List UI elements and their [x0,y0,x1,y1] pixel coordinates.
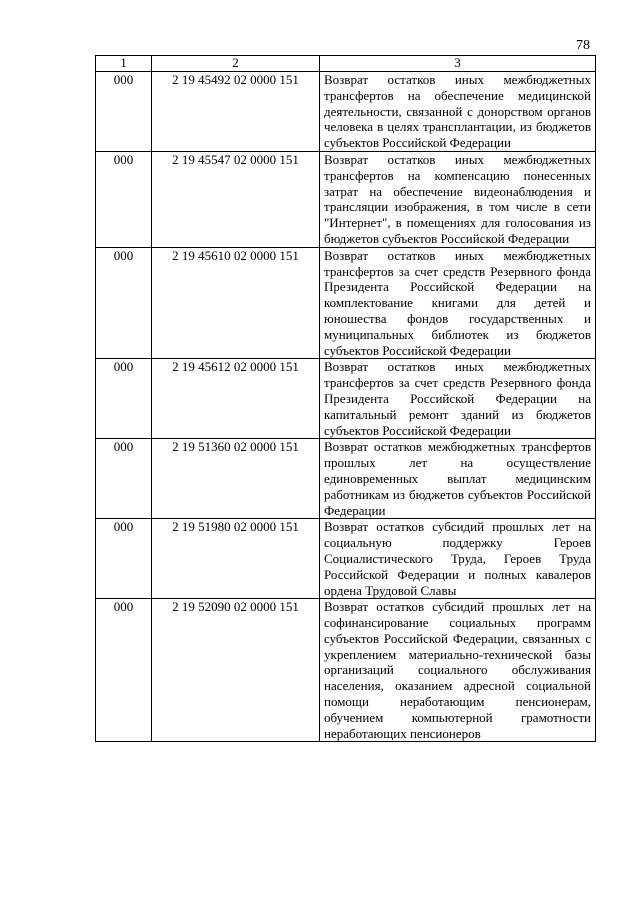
kbk-code-cell: 2 19 52090 02 0000 151 [152,599,320,742]
table-body [96,72,596,742]
table-row [96,519,596,599]
header-row [96,56,596,72]
kbk-code-cell: 2 19 45492 02 0000 151 [152,72,320,152]
table-row [96,72,596,152]
kbk-code-cell: 2 19 45547 02 0000 151 [152,151,320,247]
description-cell: Возврат остатков иных межбюджетных трансфертов на компенсацию понесенных затрат на обеспечение видеонаблюдения и трансляции изображения, в том числе в сети "Интернет", в помещениях для голосования из бюджетов субъектов Российской Федерации [320,151,596,247]
description-cell: Возврат остатков субсидий прошлых лет на социальную поддержку Героев Социалистического Труда, Героев Труда Российской Федерации и полных кавалеров ордена Трудовой Славы [320,519,596,599]
description-cell: Возврат остатков субсидий прошлых лет на софинансирование социальных программ субъектов Российской Федерации, связанных с укреплением материально-технической базы организаций социального обслуживания населения, оказанием адресной социальной помощи неработающим пенсионерам, обучением компьютерной грамотности неработающих пенсионеров [320,599,596,742]
table-row [96,247,596,359]
column-header-1: 1 [96,56,152,72]
admin-code-cell: 000 [96,519,152,599]
description-cell: Возврат остатков иных межбюджетных трансфертов на обеспечение медицинской деятельности, связанной с донорством органов человека в целях трансплантации, из бюджетов субъектов Российской Федерации [320,72,596,152]
table-row [96,151,596,247]
page-number: 78 [576,38,590,53]
table-row [96,599,596,742]
description-cell: Возврат остатков иных межбюджетных трансфертов за счет средств Резервного фонда Президента Российской Федерации на капитальный ремонт зданий из бюджетов субъектов Российской Федерации [320,359,596,439]
description-cell: Возврат остатков иных межбюджетных трансфертов за счет средств Резервного фонда Президента Российской Федерации на комплектование книгами для детей и юношества фондов государственных и муниципальных библиотек из бюджетов субъектов Российской Федерации [320,247,596,359]
description-cell: Возврат остатков межбюджетных трансфертов прошлых лет на осуществление единовременных выплат медицинским работникам из бюджетов субъектов Российской Федерации [320,439,596,519]
admin-code-cell: 000 [96,359,152,439]
admin-code-cell: 000 [96,72,152,152]
admin-code-cell: 000 [96,151,152,247]
kbk-code-cell: 2 19 51980 02 0000 151 [152,519,320,599]
table-row [96,359,596,439]
admin-code-cell: 000 [96,599,152,742]
admin-code-cell: 000 [96,247,152,359]
kbk-code-cell: 2 19 51360 02 0000 151 [152,439,320,519]
budget-classification-table [95,55,596,742]
kbk-code-cell: 2 19 45610 02 0000 151 [152,247,320,359]
column-header-3: 3 [320,56,596,72]
kbk-code-cell: 2 19 45612 02 0000 151 [152,359,320,439]
column-header-2: 2 [152,56,320,72]
table-row [96,439,596,519]
table-header [96,56,596,72]
admin-code-cell: 000 [96,439,152,519]
